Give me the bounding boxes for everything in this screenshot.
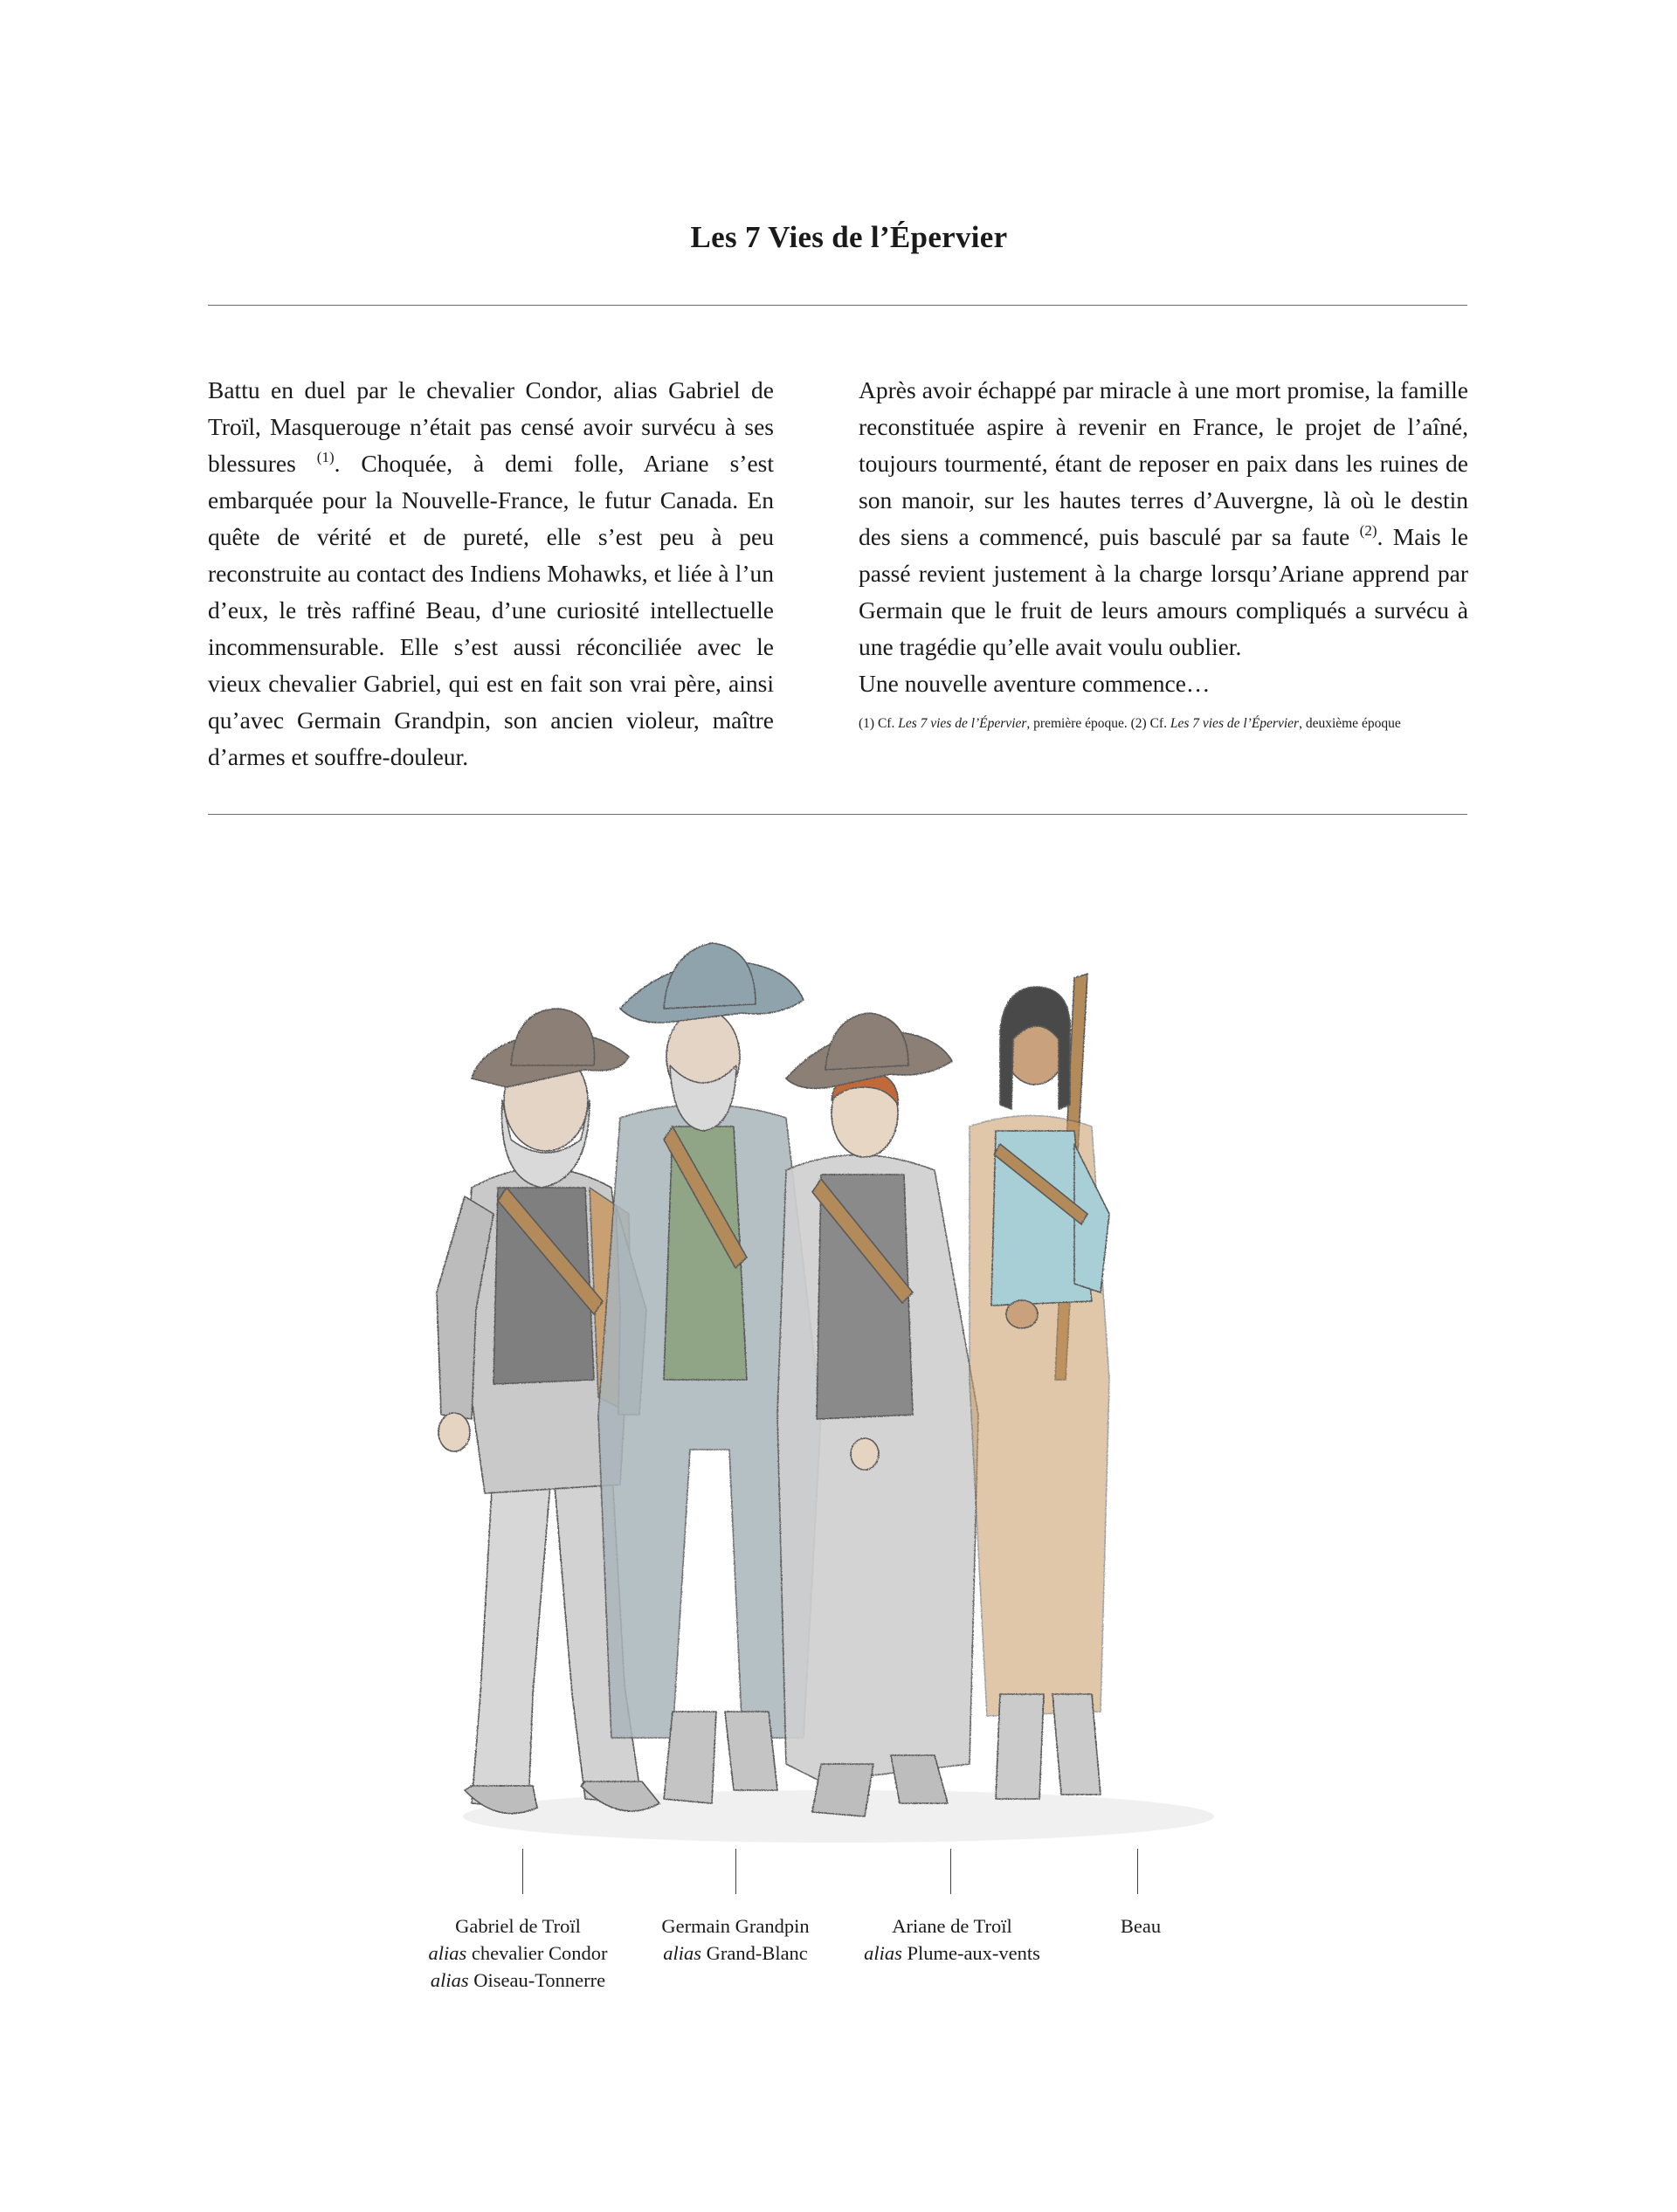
caption-beau — [1010, 1912, 1272, 1940]
synopsis-text: Battu en duel par le chevalier Condor, alias Gabriel de Troïl, Masquerouge n’était pas censé avoir survécu à ses blessures — [208, 376, 774, 477]
caption-name: Ariane de Troïl — [892, 1915, 1012, 1937]
caption-alias — [821, 1940, 1083, 1967]
alias-value: Grand-Blanc — [700, 1942, 808, 1964]
synopsis-right-column — [859, 372, 1468, 734]
top-divider — [208, 305, 1467, 306]
caption-pointer-gabriel — [522, 1849, 523, 1894]
footnotes — [859, 714, 1468, 734]
synopsis-left-paragraph — [208, 372, 774, 775]
caption-pointer-beau — [1137, 1849, 1138, 1894]
caption-name: Gabriel de Troïl — [455, 1915, 581, 1937]
synopsis-left-column — [208, 372, 774, 775]
footnote-ref-1: (1) — [316, 449, 335, 465]
caption-pointer-ariane — [950, 1849, 951, 1894]
footnote-book-title: Les 7 vies de l’Épervier — [1170, 716, 1300, 731]
alias-label: alias — [430, 1969, 469, 1991]
figure-ariane — [777, 1013, 978, 1816]
caption-pointer-germain — [735, 1849, 736, 1894]
alias-value: Plume-aux-vents — [901, 1942, 1040, 1964]
footnote-ref-2: (2) — [1359, 522, 1377, 539]
caption-name: Germain Grandpin — [661, 1915, 810, 1937]
footnote-book-title: Les 7 vies de l’Épervier — [898, 716, 1027, 731]
footnote-text: (1) Cf. — [859, 716, 899, 731]
figure-beau — [970, 974, 1109, 1799]
alias-value: Oiseau-Tonnerre — [468, 1969, 606, 1991]
synopsis-closing: Une nouvelle aventure commence… — [859, 670, 1211, 697]
synopsis-right-paragraph — [859, 372, 1468, 665]
bottom-divider — [208, 814, 1467, 815]
footnote-text: , deuxième époque — [1299, 716, 1401, 731]
characters-illustration — [411, 926, 1266, 1851]
alias-value: chevalier Condor — [466, 1942, 608, 1964]
caption-alias — [387, 1967, 649, 1994]
alias-label: alias — [864, 1942, 902, 1964]
page-title: Les 7 Vies de l’Épervier — [690, 220, 1008, 254]
synopsis-text: Après avoir échappé par miracle à une mort promise, la famille reconstituée aspire à revenir en France, le projet de l’aîné, toujours tourmenté, étant de reposer en paix dans les ruines de son manoir, sur les hautes terres d’Auvergne, là où le destin des siens a commencé, puis basculé par sa faute — [859, 376, 1468, 550]
synopsis-text: . Choquée, à demi folle, Ariane s’est embarquée pour la Nouvelle-France, le futur Canada. En quête de vérité et de pureté, elle s’est peu à peu reconstruite au contact des Indiens Mohawks, et liée à l’un d’eux, le très raffiné Beau, d’une curiosité intellectuelle incommensurable. Elle s’est aussi réconciliée avec le vieux chevalier Gabriel, qui est en fait son vrai père, ainsi qu’avec Germain Grandpin, son ancien violeur, maître d’armes et souffre-douleur. — [208, 450, 774, 770]
caption-name: Beau — [1120, 1915, 1162, 1937]
alias-label: alias — [428, 1942, 467, 1964]
synopsis-text: . Mais le passé revient justement à la charge lorsqu’Ariane apprend par Germain que le fruit de leurs amours compliqués a survécu à une tragédie qu’elle avait voulu oublier. — [859, 523, 1468, 660]
alias-label: alias — [663, 1942, 701, 1964]
footnote-text: , première époque. (2) Cf. — [1026, 716, 1170, 731]
